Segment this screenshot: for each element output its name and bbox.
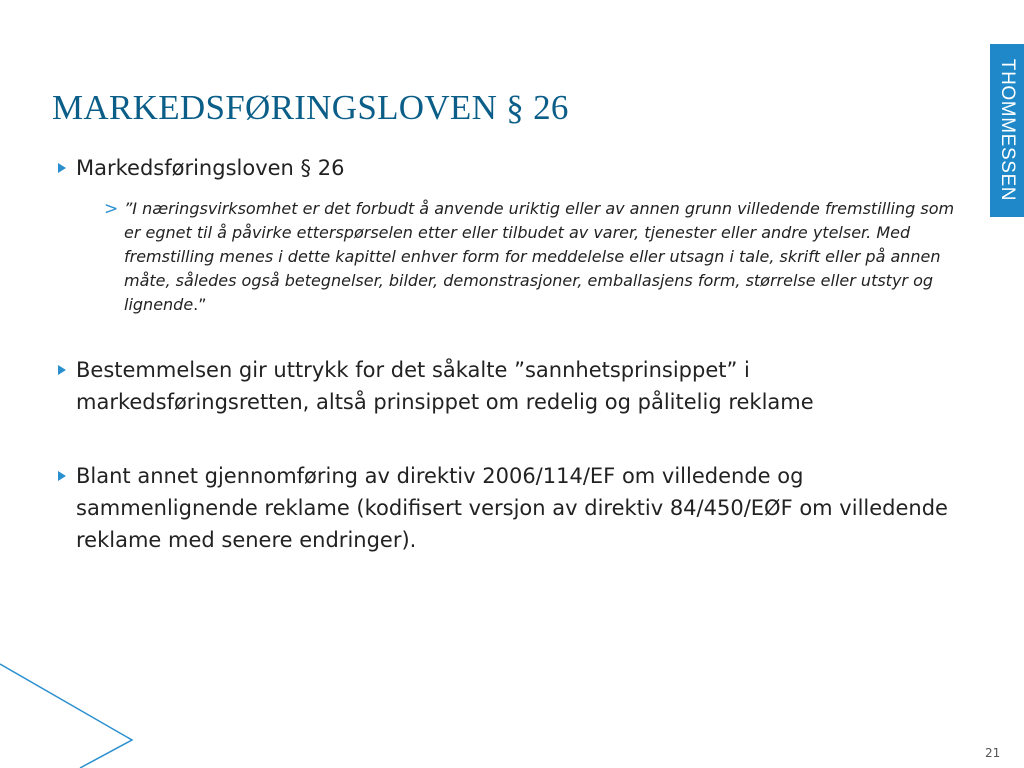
slide-title: MARKEDSFØRINGSLOVEN § 26 xyxy=(52,88,569,127)
bullet-text: Markedsføringsloven § 26 xyxy=(76,156,345,180)
bullet-marker-icon xyxy=(58,163,66,173)
quote-tail: .” xyxy=(193,295,207,314)
bullet-text: Blant annet gjennomføring av direktiv 2006/114/EF om villedende og sammenlignende reklame (kodifisert versjon av direktiv 84/450/EØF om villedende reklame med senere endringer). xyxy=(76,464,948,552)
thommessen-logo xyxy=(990,44,1024,217)
page-number: 21 xyxy=(985,746,1001,760)
bullet-text: Bestemmelsen gir uttrykk for det såkalte ”sannhetsprinsippet” i markedsføringsretten, altså prinsippet om redelig og pålitelig reklame xyxy=(76,358,814,414)
bullet-marker-icon xyxy=(58,365,66,375)
bullet-item xyxy=(76,354,956,418)
bullet-item xyxy=(76,460,956,556)
quote-item xyxy=(124,197,956,317)
sub-bullet-marker: > xyxy=(104,199,119,219)
bullet-item xyxy=(76,152,956,184)
logo-text: THOMMESSEN xyxy=(997,58,1018,202)
decorative-chevron-line xyxy=(0,650,140,768)
quote-text: ”I næringsvirksomhet er det forbudt å anvende uriktig eller av annen grunn villedende fremstilling som er egnet til å påvirke etterspørselen etter eller tilbudet av varer, tjenester eller andre ytelser. Med fremstilling menes i dette kapittel enhver form for meddelelse eller utsagn i tale, skrift eller på annen måte, således også betegnelser, bilder, demonstrasjoner, emballasjens form, størrelse eller utstyr og lignende xyxy=(124,199,955,314)
bullet-marker-icon xyxy=(58,471,66,481)
